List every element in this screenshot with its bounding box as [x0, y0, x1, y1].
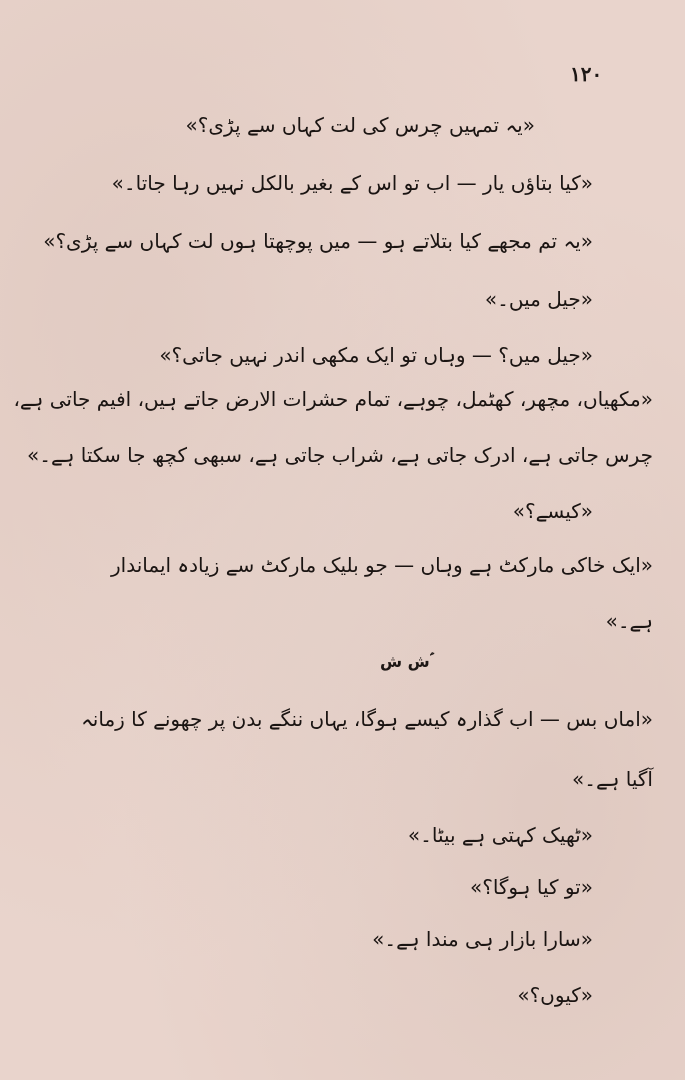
text-line: «اماں بس — اب گذارہ کیسے ہوگا، یہاں ننگے بدن پر چھونے کا زمانہ	[81, 707, 653, 731]
text-line: «جیل میں؟ — وہاں تو ایک مکھی اندر نہیں جاتی؟»	[159, 343, 593, 367]
text-line: چرس جاتی ہے، ادرک جاتی ہے، شراب جاتی ہے، سبھی کچھ جا سکتا ہے۔»	[27, 443, 653, 467]
text-line: «سارا بازار ہی مندا ہے۔»	[372, 927, 593, 951]
text-line: «مکھیاں، مچھر، کھٹمل، چوہے، تمام حشرات الارض جاتے ہیں، افیم جاتی ہے،	[13, 387, 653, 411]
text-line: «تو کیا ہوگا؟»	[469, 875, 593, 899]
text-line: «یہ تمہیں چرس کی لت کہاں سے پڑی؟»	[185, 113, 535, 137]
text-line: «کیوں؟»	[517, 983, 593, 1007]
text-line: آگیا ہے۔»	[572, 767, 653, 791]
text-line: «کیسے؟»	[512, 499, 593, 523]
text-line: «یہ تم مجھے کیا بتلاتے ہو — میں پوچھتا ہوں لت کہاں سے پڑی؟»	[43, 229, 593, 253]
page-number: ١٢٠	[570, 62, 603, 86]
diacritic-marks: ش ش ؑ	[380, 652, 434, 671]
text-line: «ٹھیک کہتی ہے بیٹا۔»	[407, 823, 593, 847]
text-line: ہے۔»	[605, 609, 653, 633]
text-line: «جیل میں۔»	[484, 287, 593, 311]
text-line: «کیا بتاؤں یار — اب تو اس کے بغیر بالکل نہیں رہا جاتا۔»	[111, 171, 593, 195]
text-line: «ایک خاکی مارکٹ ہے وہاں — جو بلیک مارکٹ سے زیادہ ایماندار	[111, 553, 653, 577]
